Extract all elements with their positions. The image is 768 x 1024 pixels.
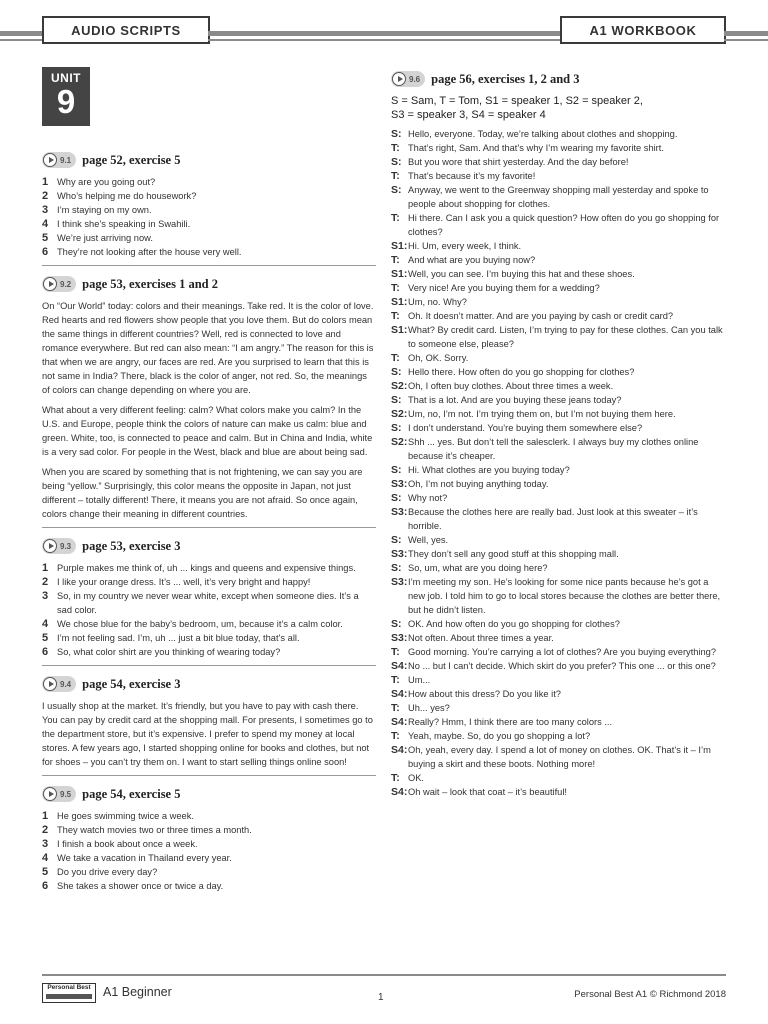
speaker-label: S4: (391, 688, 408, 700)
dialogue-text: Hello there. How often do you go shopping for clothes? (408, 367, 635, 377)
speaker-label: S1: (391, 240, 408, 252)
dialogue-text: Um, no. Why? (408, 297, 467, 307)
speaker-label: T: (391, 212, 400, 224)
item-number: 2 (42, 576, 49, 588)
list-item (42, 203, 376, 217)
speaker-label: T: (391, 674, 400, 686)
paragraph: What about a very different feeling: calm? What colors make you calm? In the U.S. and Europe, people think the colors of nature can make us calm: blue and green. White, too, is connected to peace and calm. But in China and India, white is a very sad color. For people in the West, black and blue are about being sad. (42, 405, 373, 457)
cast-list: S = Sam, T = Tom, S1 = speaker 1, S2 = speaker 2, (391, 95, 643, 107)
speaker-label: S: (391, 156, 402, 168)
dialogue-text: What? By credit card. Listen, I’m trying to pay for these clothes. Can you talk to someone else, please? (408, 325, 723, 349)
speaker-label: S2: (391, 436, 408, 448)
dialogue-line (391, 435, 727, 463)
dialogue-line (391, 267, 727, 281)
dialogue-line (391, 183, 727, 211)
speaker-label: S: (391, 422, 402, 434)
dialogue-line (391, 561, 727, 575)
dialogue-line (391, 393, 727, 407)
numbered-list (42, 175, 376, 259)
paragraph: I usually shop at the market. It’s friendly, but you have to pay with cash there. You can pay by credit card at the shopping mall. For presents, I sometimes go to the department store, but it’s expensive. I prefer to spend my money at local stores. A few years ago, I started shopping online for books and clothes, but not for shoes – you can’t try them on. I want to start selling things online soon! (42, 701, 373, 767)
dialogue-line (391, 645, 727, 659)
dialogue-text: Good morning. You’re carrying a lot of clothes? Are you buying everything? (408, 647, 717, 657)
dialogue-text: That’s right, Sam. And that’s why I’m wearing my favorite shirt. (408, 143, 664, 153)
item-number: 4 (42, 618, 49, 630)
divider (42, 665, 376, 666)
speaker-label: S: (391, 562, 402, 574)
dialogue-line (391, 421, 727, 435)
header-strip-right-thin (724, 39, 768, 41)
list-item (42, 851, 376, 865)
dialogue-text: No ... but I can’t decide. Which skirt do you prefer? This one ... or this one? (408, 661, 716, 671)
dialogue-line (391, 617, 727, 631)
paragraph: When you are scared by something that is not frightening, we can say you are being “yellow.” Surprisingly, this color means the opposite in Japan, not just different – totally different! There, it means you are not afraid. So once again, colors change their meaning in different countries. (42, 467, 363, 519)
dialogue-line (391, 505, 727, 533)
speaker-label: T: (391, 352, 400, 364)
speaker-label: T: (391, 310, 400, 322)
header-strip-left-thin (0, 39, 44, 41)
speaker-label: S: (391, 394, 402, 406)
dialogue-line (391, 729, 727, 743)
dialogue-line (391, 771, 727, 785)
dialogue-text: Oh wait – look that coat – it’s beautiful! (408, 787, 568, 797)
paragraph: On “Our World” today: colors and their meanings. Take red. It is the color of love. Red hearts and red flowers show people that you love them. But do colors mean the same things in different countries? Well, red is connected to love and romance everywhere. But red can also mean: “I am angry.” The reason for this is that when we are angry, our faces are red. Are you surprised to learn that this is not same in India? There, black is the color of anger, not red. So, the meanings of colors can change depending on where you are. (42, 301, 374, 395)
section-title: page 52, exercise 5 (82, 152, 181, 167)
section-title: page 56, exercises 1, 2 and 3 (431, 71, 580, 86)
play-icon[interactable] (43, 677, 57, 691)
speaker-label: T: (391, 170, 400, 182)
speaker-label: S1: (391, 268, 408, 280)
section-9-3 (42, 536, 376, 659)
item-text: I like your orange dress. It’s ... well, it’s very bright and happy! (57, 577, 311, 587)
dialogue-text: That is a lot. And are you buying these jeans today? (408, 395, 622, 405)
dialogue-text: OK. And how often do you go shopping for clothes? (408, 619, 620, 629)
publisher-logo: Personal Best (42, 983, 96, 1003)
dialogue-text: Anyway, we went to the Greenway shopping mall yesterday and spoke to people about shopping for clothes. (408, 185, 709, 209)
section-9-5 (42, 784, 376, 893)
dialogue-text: Very nice! Are you buying them for a wedding? (408, 283, 600, 293)
speaker-label: S: (391, 128, 402, 140)
dialogue-text: Because the clothes here are really bad. Just look at this sweater – it’s horrible. (408, 507, 698, 531)
speaker-label: S: (391, 492, 402, 504)
list-item (42, 645, 376, 659)
dialogue-text: So, um, what are you doing here? (408, 563, 548, 573)
item-number: 4 (42, 218, 49, 230)
list-item (42, 631, 376, 645)
dialogue-text: Well, you can see. I’m buying this hat and these shoes. (408, 269, 635, 279)
header-strip-middle-thin (208, 39, 562, 41)
item-number: 5 (42, 232, 49, 244)
item-number: 6 (42, 880, 49, 892)
dialogue-text: Um, no, I’m not. I’m trying them on, but I’m not buying them here. (408, 409, 676, 419)
footer-divider (42, 974, 726, 976)
speaker-label: T: (391, 730, 400, 742)
item-number: 6 (42, 246, 49, 258)
dialogue-line (391, 659, 727, 673)
speaker-label: T: (391, 254, 400, 266)
dialogue-line (391, 295, 727, 309)
item-number: 4 (42, 852, 49, 864)
dialogue-text: Shh ... yes. But don’t tell the salesclerk. I always buy my clothes online because it’s cheaper. (408, 437, 699, 461)
dialogue-line (391, 743, 727, 771)
dialogue-text: Hi there. Can I ask you a quick question? How often do you go shopping for clothes? (408, 213, 720, 237)
speaker-label: S3: (391, 478, 408, 490)
item-text: They’re not looking after the house very well. (57, 247, 242, 257)
dialogue-text: Hi. Um, every week, I think. (408, 241, 522, 251)
dialogue-text: But you wore that shirt yesterday. And the day before! (408, 157, 629, 167)
dialogue-line (391, 169, 727, 183)
divider (42, 527, 376, 528)
dialogue-line (391, 309, 727, 323)
dialogue-line (391, 407, 727, 421)
play-icon[interactable] (43, 539, 57, 553)
unit-number: 9 (56, 83, 76, 120)
item-number: 6 (42, 646, 49, 658)
list-item (42, 245, 376, 259)
item-text: Purple makes me think of, uh ... kings and queens and expensive things. (57, 563, 356, 573)
header-strip-middle (208, 31, 562, 36)
speaker-label: S3: (391, 548, 408, 560)
speaker-label: T: (391, 646, 400, 658)
dialogue-text: Well, yes. (408, 535, 449, 545)
dialogue-text: Oh, OK. Sorry. (408, 353, 469, 363)
list-item (42, 575, 376, 589)
dialogue-line (391, 575, 727, 617)
dialogue-line (391, 239, 727, 253)
list-item (42, 217, 376, 231)
dialogue-line (391, 323, 727, 351)
audio-track-badge[interactable]: 9.4 (42, 676, 76, 692)
footer-level: A1 Beginner (103, 985, 172, 999)
header-strip-left (0, 31, 44, 36)
speaker-label: S1: (391, 324, 408, 336)
dialogue-line (391, 365, 727, 379)
dialogue-text: Um... (408, 675, 431, 685)
section-9-2 (42, 274, 376, 521)
item-text: We take a vacation in Thailand every year. (57, 853, 232, 863)
play-icon[interactable] (43, 277, 57, 291)
list-item (42, 837, 376, 851)
dialogue-text: And what are you buying now? (408, 255, 536, 265)
speaker-label: S: (391, 184, 402, 196)
section-title: page 53, exercise 3 (82, 538, 181, 553)
audio-track-badge[interactable]: 9.6 (391, 71, 425, 87)
speaker-label: S1: (391, 296, 408, 308)
dialogue-line (391, 785, 727, 799)
item-text: They watch movies two or three times a month. (57, 825, 252, 835)
item-text: I’m staying on my own. (57, 205, 152, 215)
play-icon[interactable] (43, 153, 57, 167)
speaker-label: S: (391, 534, 402, 546)
dialogue-line (391, 631, 727, 645)
dialogue-text: OK. (408, 773, 425, 783)
item-number: 5 (42, 866, 49, 878)
dialogue-line (391, 701, 727, 715)
list-item (42, 823, 376, 837)
speaker-label: S3: (391, 632, 408, 644)
dialogue-line (391, 547, 727, 561)
audio-track-badge[interactable]: 9.2 (42, 276, 76, 292)
dialogue-line (391, 253, 727, 267)
list-item (42, 189, 376, 203)
speaker-label: T: (391, 142, 400, 154)
speaker-label: T: (391, 282, 400, 294)
dialogue-text: That’s because it’s my favorite! (408, 171, 536, 181)
list-item (42, 175, 376, 189)
header-strip-right (724, 31, 768, 36)
item-text: Who’s helping me do housework? (57, 191, 197, 201)
dialogue-text: Why not? (408, 493, 448, 503)
dialogue-text: Really? Hmm, I think there are too many colors ... (408, 717, 613, 727)
item-number: 1 (42, 176, 49, 188)
unit-badge (42, 67, 90, 126)
dialogue-text: How about this dress? Do you like it? (408, 689, 561, 699)
dialogue-line (391, 533, 727, 547)
dialogue-text: I don’t understand. You’re buying them somewhere else? (408, 423, 643, 433)
play-icon[interactable] (392, 72, 406, 86)
speaker-label: S2: (391, 380, 408, 392)
dialogue-line (391, 491, 727, 505)
list-item (42, 865, 376, 879)
dialogue-text: Hi. What clothes are you buying today? (408, 465, 570, 475)
item-number: 2 (42, 190, 49, 202)
section-title: page 54, exercise 3 (82, 676, 181, 691)
item-text: Do you drive every day? (57, 867, 158, 877)
dialogue-line (391, 673, 727, 687)
dialogue-line (391, 715, 727, 729)
dialogue-line (391, 379, 727, 393)
item-number: 5 (42, 632, 49, 644)
cast-list: S3 = speaker 3, S4 = speaker 4 (391, 109, 546, 121)
dialogue-text: Yeah, maybe. So, do you go shopping a lot? (408, 731, 591, 741)
dialogue-line (391, 155, 727, 169)
item-text: I think she’s speaking in Swahili. (57, 219, 191, 229)
item-text: So, in my country we never wear white, except when someone dies. It’s a sad color. (57, 591, 359, 615)
audio-track-badge[interactable]: 9.1 (42, 152, 76, 168)
dialogue-text: I’m meeting my son. He’s looking for some nice pants because he’s got a new job. I told him to go to local stores because the clothes are better there, but he didn’t listen. (408, 577, 721, 615)
section-title: page 53, exercises 1 and 2 (82, 276, 218, 291)
item-number: 3 (42, 590, 49, 602)
section-9-4 (42, 674, 376, 769)
header-audio-scripts: AUDIO SCRIPTS (42, 16, 210, 44)
section-9-6 (391, 69, 727, 799)
speaker-label: S: (391, 366, 402, 378)
dialogue-text: They don’t sell any good stuff at this shopping mall. (408, 549, 619, 559)
item-text: I finish a book about once a week. (57, 839, 198, 849)
item-number: 1 (42, 562, 49, 574)
dialogue-line (391, 477, 727, 491)
list-item (42, 809, 376, 823)
speaker-label: S: (391, 464, 402, 476)
dialogue-text: Not often. About three times a year. (408, 633, 554, 643)
dialogue (391, 127, 727, 799)
item-text: Why are you going out? (57, 177, 156, 187)
numbered-list (42, 561, 376, 659)
header-a1-workbook: A1 WORKBOOK (560, 16, 726, 44)
item-number: 1 (42, 810, 49, 822)
item-text: We chose blue for the baby’s bedroom, um, because it’s a calm color. (57, 619, 343, 629)
unit-label: UNIT (51, 71, 81, 85)
speaker-label: T: (391, 702, 400, 714)
dialogue-text: Oh, I’m not buying anything today. (408, 479, 549, 489)
list-item (42, 617, 376, 631)
dialogue-text: Uh... yes? (408, 703, 450, 713)
speaker-label: T: (391, 772, 400, 784)
audio-track-badge[interactable]: 9.3 (42, 538, 76, 554)
section-9-1 (42, 150, 376, 259)
list-item (42, 879, 376, 893)
dialogue-line (391, 351, 727, 365)
left-column (42, 150, 376, 893)
audio-track-badge[interactable]: 9.5 (42, 786, 76, 802)
item-number: 3 (42, 204, 49, 216)
dialogue-text: Oh, yeah, every day. I spend a lot of money on clothes. OK. That’s it – I’m buying a skirt and these boots. Nothing more! (408, 745, 711, 769)
play-icon[interactable] (43, 787, 57, 801)
list-item (42, 231, 376, 245)
list-item (42, 589, 376, 617)
speaker-label: S: (391, 618, 402, 630)
item-number: 2 (42, 824, 49, 836)
numbered-list (42, 809, 376, 893)
page-number: 1 (378, 992, 384, 1003)
dialogue-line (391, 463, 727, 477)
dialogue-line (391, 687, 727, 701)
divider (42, 265, 376, 266)
speaker-label: S3: (391, 506, 408, 518)
divider (42, 775, 376, 776)
item-text: I’m not feeling sad. I’m, uh ... just a bit blue today, that’s all. (57, 633, 300, 643)
right-column (391, 69, 727, 799)
item-text: So, what color shirt are you thinking of wearing today? (57, 647, 281, 657)
list-item (42, 561, 376, 575)
item-text: We’re just arriving now. (57, 233, 153, 243)
dialogue-line (391, 141, 727, 155)
footer-copyright: Personal Best A1 © Richmond 2018 (574, 989, 726, 1000)
dialogue-line (391, 211, 727, 239)
section-title: page 54, exercise 5 (82, 786, 181, 801)
dialogue-line (391, 127, 727, 141)
dialogue-text: Oh, I often buy clothes. About three times a week. (408, 381, 614, 391)
speaker-label: S4: (391, 716, 408, 728)
dialogue-text: Hello, everyone. Today, we’re talking about clothes and shopping. (408, 129, 678, 139)
item-text: She takes a shower once or twice a day. (57, 881, 224, 891)
speaker-label: S3: (391, 576, 408, 588)
dialogue-line (391, 281, 727, 295)
speaker-label: S4: (391, 744, 408, 756)
item-number: 3 (42, 838, 49, 850)
dialogue-text: Oh. It doesn’t matter. And are you paying by cash or credit card? (408, 311, 674, 321)
item-text: He goes swimming twice a week. (57, 811, 194, 821)
speaker-label: S4: (391, 786, 408, 798)
speaker-label: S4: (391, 660, 408, 672)
speaker-label: S2: (391, 408, 408, 420)
